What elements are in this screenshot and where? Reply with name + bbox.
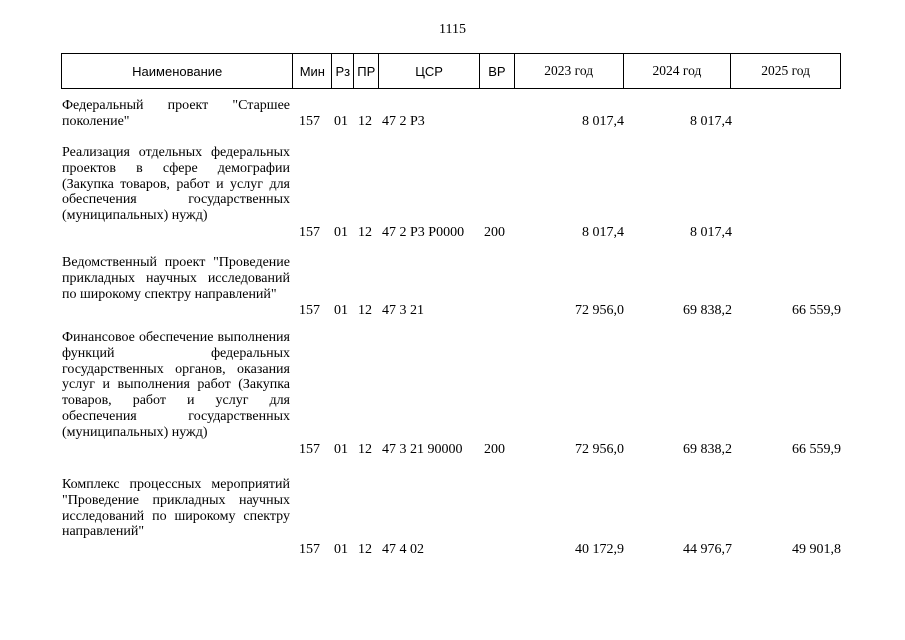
row-2023: 72 956,0 [575,303,624,318]
header-csr: ЦСР [379,54,480,88]
row-name: Финансовое обеспечение выполнения функций федеральных государственных органов, оказания услуг и выполнения работ (Закупка товаров, работ и услуг для обеспечения государственных (муниципальных) нужд) [62,330,290,440]
row-csr: 47 4 02 [382,542,424,557]
row-2024: 44 976,7 [683,542,732,557]
row-pr: 12 [358,114,372,129]
row-2023: 8 017,4 [582,225,624,240]
row-min: 157 [299,303,320,318]
header-min: Мин [293,54,332,88]
row-csr: 47 3 21 90000 [382,442,463,457]
row-name: Федеральный проект "Старшее поколение" [62,98,290,129]
row-min: 157 [299,442,320,457]
row-2025: 66 559,9 [792,303,841,318]
row-pr: 12 [358,442,372,457]
header-rz: Рз [332,54,354,88]
row-rz: 01 [334,542,348,557]
row-2025: 49 901,8 [792,542,841,557]
row-2023: 8 017,4 [582,114,624,129]
page-number: 1115 [439,22,466,37]
row-name: Реализация отдельных федеральных проектов в сфере демографии (Закупка товаров, работ и услуг для обеспечения государственных (муниципальных) нужд) [62,145,290,224]
row-rz: 01 [334,114,348,129]
row-csr: 47 3 21 [382,303,424,318]
row-name: Комплекс процессных мероприятий "Проведение прикладных научных исследований по широкому спектру направлений" [62,477,290,540]
row-2023: 40 172,9 [575,542,624,557]
row-2024: 8 017,4 [690,225,732,240]
header-2023: 2023 год [515,54,624,88]
row-min: 157 [299,542,320,557]
row-rz: 01 [334,442,348,457]
row-2024: 69 838,2 [683,442,732,457]
row-pr: 12 [358,225,372,240]
row-2024: 69 838,2 [683,303,732,318]
table-header [61,53,841,89]
header-pr: ПР [354,54,379,88]
row-rz: 01 [334,303,348,318]
row-rz: 01 [334,225,348,240]
row-min: 157 [299,225,320,240]
row-pr: 12 [358,542,372,557]
row-name: Ведомственный проект "Проведение прикладных научных исследований по широкому спектру направлений" [62,255,290,302]
row-csr: 47 2 Р3 Р0000 [382,225,465,240]
header-name: Наименование [62,54,293,88]
row-vr: 200 [484,442,505,457]
header-2025: 2025 год [761,63,811,78]
row-pr: 12 [358,303,372,318]
header-2024: 2024 год [624,54,732,88]
row-2023: 72 956,0 [575,442,624,457]
row-2024: 8 017,4 [690,114,732,129]
row-vr: 200 [484,225,505,240]
row-2025: 66 559,9 [792,442,841,457]
header-vr: ВР [480,54,515,88]
row-csr: 47 2 Р3 [382,114,425,129]
row-min: 157 [299,114,320,129]
